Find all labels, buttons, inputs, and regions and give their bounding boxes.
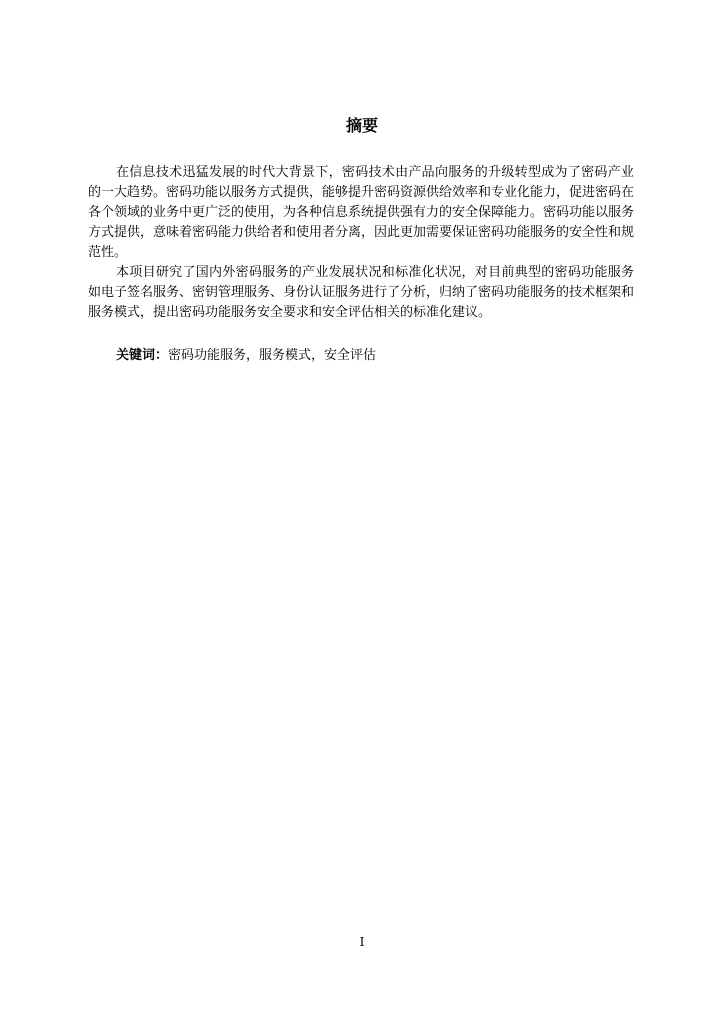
- keywords-value: 密码功能服务，服务模式，安全评估: [168, 348, 377, 363]
- abstract-paragraph-2: 本项目研究了国内外密码服务的产业发展状况和标准化状况，对目前典型的密码功能服务如电子签名服务、密钥管理服务、身份认证服务进行了分析，归纳了密码功能服务的技术框架和服务模式，提出密码功能服务安全要求和安全评估相关的标准化建议。: [88, 265, 635, 320]
- page-number: I: [359, 935, 365, 949]
- keywords-line: [116, 346, 376, 366]
- abstract-title: 摘要: [345, 116, 378, 135]
- keywords-label: 关键词：: [116, 348, 169, 363]
- abstract-body: [88, 163, 634, 323]
- abstract-paragraph-1: 在信息技术迅猛发展的时代大背景下，密码技术由产品向服务的升级转型成为了密码产业的一大趋势。密码功能以服务方式提供，能够提升密码资源供给效率和专业化能力，促进密码在各个领域的业务中更广泛的使用，为各种信息系统提供强有力的安全保障能力。密码功能以服务方式提供，意味着密码能力供给者和使用者分离，因此更加需要保证密码功能服务的安全性和规范性。: [88, 165, 635, 260]
